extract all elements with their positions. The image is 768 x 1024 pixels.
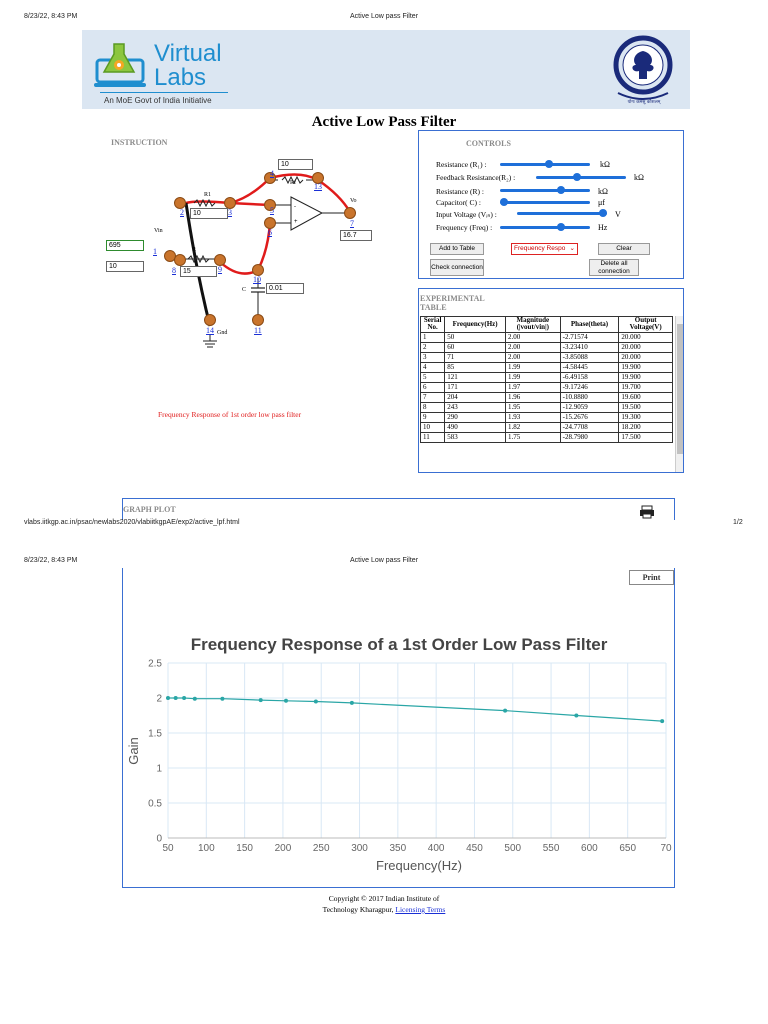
printer-icon[interactable] bbox=[639, 505, 655, 519]
terminal-label-11: 11 bbox=[254, 326, 262, 335]
chevron-down-icon: ⌄ bbox=[569, 245, 575, 252]
table-cell: 60 bbox=[445, 342, 506, 352]
table-cell: 11 bbox=[421, 432, 445, 442]
label-gnd: Gnd bbox=[217, 330, 228, 336]
slider-rf[interactable] bbox=[536, 176, 626, 179]
graph-plot-panel bbox=[122, 498, 675, 520]
table-cell: 1 bbox=[421, 332, 445, 342]
slider-r[interactable] bbox=[500, 189, 590, 192]
table-cell: 19.500 bbox=[619, 402, 673, 412]
table-cell: -15.2676 bbox=[560, 412, 619, 422]
x-tick-label: 200 bbox=[274, 843, 292, 854]
x-tick-label: 500 bbox=[504, 843, 522, 854]
x-tick-label: 450 bbox=[466, 843, 483, 854]
table-cell: 290 bbox=[445, 412, 506, 422]
terminal-label-13: 13 bbox=[314, 182, 322, 191]
terminal-label-4: 4 bbox=[270, 169, 274, 178]
unit-vin: V bbox=[615, 210, 621, 219]
print-doc-title: Active Low pass Filter bbox=[349, 13, 419, 20]
x-tick-label: 100 bbox=[197, 843, 215, 854]
label-vin: Vin bbox=[154, 228, 163, 234]
chart-xlabel: Frequency(Hz) bbox=[376, 858, 462, 873]
vo-value-output: 16.7 bbox=[340, 230, 372, 241]
table-cell: 19.700 bbox=[619, 382, 673, 392]
instruction-link[interactable]: INSTRUCTION bbox=[111, 138, 168, 147]
add-to-table-button[interactable]: Add to Table bbox=[430, 243, 484, 255]
data-point bbox=[182, 696, 186, 700]
chart-axes bbox=[148, 659, 672, 855]
x-tick-label: 150 bbox=[236, 843, 253, 854]
terminal-label-3: 3 bbox=[228, 208, 232, 217]
graph-plot-title: GRAPH PLOT bbox=[123, 505, 176, 514]
table-cell: 20.000 bbox=[619, 342, 673, 352]
table-cell: 20.000 bbox=[619, 332, 673, 342]
control-label-r: Resistance (R) : bbox=[436, 187, 484, 196]
terminal-7[interactable] bbox=[344, 207, 356, 219]
print-footer-page: 1/2 bbox=[733, 519, 743, 526]
table-row bbox=[421, 392, 673, 402]
table-cell: 2.00 bbox=[506, 342, 561, 352]
table-cell: -2.71574 bbox=[560, 332, 619, 342]
op-amp bbox=[291, 197, 322, 230]
control-label-freq: Frequency (Freq) : bbox=[436, 223, 493, 232]
table-cell: 3 bbox=[421, 352, 445, 362]
control-label-vin: Input Voltage (Vᵢₙ) : bbox=[436, 210, 497, 219]
table-cell: 19.900 bbox=[619, 362, 673, 372]
terminal-label-6: 6 bbox=[268, 228, 272, 237]
terminal-11[interactable] bbox=[252, 314, 264, 326]
logo-text-labs: Labs bbox=[154, 64, 207, 91]
control-label-rf: Feedback Resistance(R₂) : bbox=[436, 173, 516, 182]
slider-freq[interactable] bbox=[500, 226, 590, 229]
col-header-phase: Phase(theta) bbox=[560, 317, 619, 333]
page-title: Active Low Pass Filter bbox=[311, 114, 457, 130]
y-tick-label: 2.5 bbox=[148, 658, 162, 670]
terminal-label-12: 14 bbox=[206, 326, 214, 335]
chart-title: Frequency Response of a 1st Order Low Pass Filter bbox=[190, 635, 608, 654]
table-cell: 6 bbox=[421, 382, 445, 392]
iit-kharagpur-seal-icon bbox=[612, 35, 674, 105]
table-cell: 2 bbox=[421, 342, 445, 352]
y-tick-label: 1 bbox=[156, 763, 162, 775]
table-row bbox=[421, 402, 673, 412]
table-cell: 10 bbox=[421, 422, 445, 432]
y-tick-label: 0.5 bbox=[148, 798, 162, 810]
table-row bbox=[421, 422, 673, 432]
ground-wire bbox=[186, 203, 210, 326]
table-row bbox=[421, 432, 673, 442]
print-footer-url: vlabs.iitkgp.ac.in/psac/newlabs2020/vlabiitkgpAE/exp2/active_lpf.html bbox=[24, 519, 240, 526]
terminal-label-2: 2 bbox=[180, 208, 184, 217]
control-label-r1: Resistance (R₁) : bbox=[436, 160, 487, 169]
col-header-serial: Serial No. bbox=[421, 317, 445, 333]
table-cell: 121 bbox=[445, 372, 506, 382]
table-cell: 1.99 bbox=[506, 362, 561, 372]
table-cell: 71 bbox=[445, 352, 506, 362]
table-scrollbar[interactable] bbox=[675, 316, 683, 472]
col-header-output-voltage: Output Voltage(V) bbox=[619, 317, 673, 333]
data-point bbox=[350, 701, 354, 705]
x-tick-label: 70 bbox=[660, 843, 672, 854]
r1-value-input[interactable]: 10 bbox=[190, 208, 228, 219]
x-tick-label: 300 bbox=[351, 843, 368, 854]
x-tick-label: 50 bbox=[162, 843, 174, 854]
table-cell: 9 bbox=[421, 412, 445, 422]
slider-r1[interactable] bbox=[500, 163, 590, 166]
table-cell: 490 bbox=[445, 422, 506, 432]
table-cell: -12.9059 bbox=[560, 402, 619, 412]
table-cell: 1.97 bbox=[506, 382, 561, 392]
table-row bbox=[421, 372, 673, 382]
slider-c[interactable] bbox=[500, 201, 590, 204]
y-tick-label: 0 bbox=[156, 833, 162, 845]
x-tick-label: 550 bbox=[542, 843, 560, 854]
copyright-line1: Copyright © 2017 Indian Institute of bbox=[328, 894, 440, 903]
table-cell: 19.600 bbox=[619, 392, 673, 402]
data-point bbox=[220, 697, 224, 701]
table-row bbox=[421, 362, 673, 372]
table-cell: -9.17246 bbox=[560, 382, 619, 392]
table-cell: 8 bbox=[421, 402, 445, 412]
check-connection-button[interactable]: Check connection bbox=[430, 259, 484, 276]
print-doc-title-page2: Active Low pass Filter bbox=[349, 557, 419, 564]
frequency-side-input[interactable]: 695 bbox=[106, 240, 144, 251]
table-cell: 1.82 bbox=[506, 422, 561, 432]
x-tick-label: 250 bbox=[312, 843, 330, 854]
unit-rf: kΩ bbox=[634, 173, 644, 182]
terminal-label-5: 5 bbox=[270, 206, 274, 215]
table-cell: -4.58445 bbox=[560, 362, 619, 372]
delete-all-connection-button[interactable]: Delete all connection bbox=[589, 259, 639, 276]
x-tick-label: 650 bbox=[619, 843, 637, 854]
y-tick-label: 1.5 bbox=[148, 728, 162, 740]
col-header-magnitude: Magnitude (|vout/vin|) bbox=[506, 317, 561, 333]
chart-grid bbox=[168, 663, 666, 838]
x-tick-label: 350 bbox=[389, 843, 407, 854]
rf-value-input[interactable]: 10 bbox=[278, 159, 313, 170]
terminal-12[interactable] bbox=[204, 314, 216, 326]
copyright-org: Technology Kharagpur, bbox=[322, 905, 394, 914]
svg-text:-: - bbox=[294, 204, 296, 210]
experimental-table-viewport[interactable] bbox=[419, 315, 675, 472]
table-cell: 50 bbox=[445, 332, 506, 342]
data-point bbox=[660, 719, 664, 723]
terminal-label-10: 10 bbox=[253, 275, 261, 284]
table-cell: 17.500 bbox=[619, 432, 673, 442]
table-row bbox=[421, 382, 673, 392]
c-value-input[interactable]: 0.01 bbox=[266, 283, 304, 294]
table-cell: -28.7980 bbox=[560, 432, 619, 442]
experimental-table bbox=[420, 316, 673, 443]
col-header-frequency: Frequency(Hz) bbox=[445, 317, 506, 333]
flask-gear-laptop-icon bbox=[94, 40, 152, 92]
print-datetime: 8/23/22, 8:43 PM bbox=[24, 13, 78, 20]
data-point bbox=[284, 699, 288, 703]
logo-text-virtual: Virtual bbox=[154, 40, 222, 67]
table-cell: -24.7708 bbox=[560, 422, 619, 432]
table-cell: -3.23410 bbox=[560, 342, 619, 352]
data-point bbox=[503, 709, 507, 713]
series-line-gain bbox=[168, 698, 662, 721]
label-r: R bbox=[192, 247, 197, 253]
table-cell: 1.96 bbox=[506, 392, 561, 402]
copyright-line2 bbox=[0, 905, 768, 914]
graph-type-select[interactable] bbox=[511, 243, 578, 255]
unit-c: μf bbox=[598, 198, 605, 207]
table-row bbox=[421, 332, 673, 342]
table-cell: -3.85088 bbox=[560, 352, 619, 362]
controls-title: CONTROLS bbox=[466, 139, 511, 148]
table-cell: 18.200 bbox=[619, 422, 673, 432]
table-row bbox=[421, 342, 673, 352]
table-cell: 20.000 bbox=[619, 352, 673, 362]
table-cell: 2.00 bbox=[506, 352, 561, 362]
slider-knob[interactable] bbox=[573, 173, 581, 181]
table-scrollbar-thumb[interactable] bbox=[677, 324, 683, 454]
label-c: C bbox=[242, 287, 247, 293]
r-value-input[interactable]: 15 bbox=[180, 266, 217, 277]
print-button[interactable]: Print bbox=[629, 570, 674, 585]
table-cell: -6.49158 bbox=[560, 372, 619, 382]
terminal-label-8: 8 bbox=[172, 266, 176, 275]
table-header-row bbox=[421, 317, 673, 333]
data-point bbox=[574, 714, 578, 718]
table-cell: 19.300 bbox=[619, 412, 673, 422]
svg-text:+: + bbox=[294, 219, 298, 225]
experimental-table-title: EXPERIMENTAL TABLE bbox=[420, 294, 485, 312]
table-cell: 85 bbox=[445, 362, 506, 372]
unit-freq: Hz bbox=[598, 223, 608, 232]
table-cell: 171 bbox=[445, 382, 506, 392]
table-cell: 204 bbox=[445, 392, 506, 402]
terminal-label-7: 7 bbox=[350, 219, 354, 228]
table-cell: 2.00 bbox=[506, 332, 561, 342]
logo-tagline: An MoE Govt of India Initiative bbox=[104, 96, 212, 105]
table-cell: 7 bbox=[421, 392, 445, 402]
frequency-response-chart bbox=[124, 590, 673, 886]
table-cell: 5 bbox=[421, 372, 445, 382]
unit-r1: kΩ bbox=[600, 160, 610, 169]
table-cell: 1.99 bbox=[506, 372, 561, 382]
terminal-label-9: 9 bbox=[218, 265, 222, 274]
table-cell: 4 bbox=[421, 362, 445, 372]
table-cell: 243 bbox=[445, 402, 506, 412]
table-cell: 1.95 bbox=[506, 402, 561, 412]
table-row bbox=[421, 412, 673, 422]
table-cell: 1.93 bbox=[506, 412, 561, 422]
label-vo: Vo bbox=[350, 198, 357, 204]
terminal-8[interactable] bbox=[174, 254, 186, 266]
data-point bbox=[314, 700, 318, 704]
graph-type-select-value: Frequency Respo bbox=[514, 245, 566, 252]
table-cell: 583 bbox=[445, 432, 506, 442]
data-point bbox=[166, 696, 170, 700]
vin-side-input[interactable]: 10 bbox=[106, 261, 144, 272]
slider-knob[interactable] bbox=[599, 209, 607, 217]
chart-ylabel: Gain bbox=[126, 737, 141, 765]
data-point bbox=[193, 697, 197, 701]
circuit-caption: Frequency Response of 1st order low pass filter bbox=[158, 410, 302, 419]
table-cell: 19.900 bbox=[619, 372, 673, 382]
label-r1: R1 bbox=[204, 192, 212, 198]
table-cell: 1.75 bbox=[506, 432, 561, 442]
slider-knob[interactable] bbox=[500, 198, 508, 206]
print-datetime-page2: 8/23/22, 8:43 PM bbox=[24, 557, 78, 564]
y-tick-label: 2 bbox=[156, 693, 162, 705]
control-label-c: Capacitor( C) : bbox=[436, 198, 481, 207]
x-tick-label: 600 bbox=[581, 843, 598, 854]
unit-r: kΩ bbox=[598, 187, 608, 196]
clear-button[interactable]: Clear bbox=[598, 243, 650, 255]
terminal-label-1: 1 bbox=[153, 247, 157, 256]
slider-vin[interactable] bbox=[517, 212, 607, 215]
data-point bbox=[259, 698, 263, 702]
x-tick-label: 400 bbox=[427, 843, 445, 854]
logo-underline bbox=[100, 92, 228, 93]
table-cell: -10.8880 bbox=[560, 392, 619, 402]
table-row bbox=[421, 352, 673, 362]
data-point bbox=[174, 696, 178, 700]
licensing-terms-link[interactable]: Licensing Terms bbox=[395, 905, 446, 914]
seal-motto: योगः कर्मसु कौशलम् bbox=[627, 100, 661, 105]
label-rf: Rf bbox=[290, 180, 296, 186]
